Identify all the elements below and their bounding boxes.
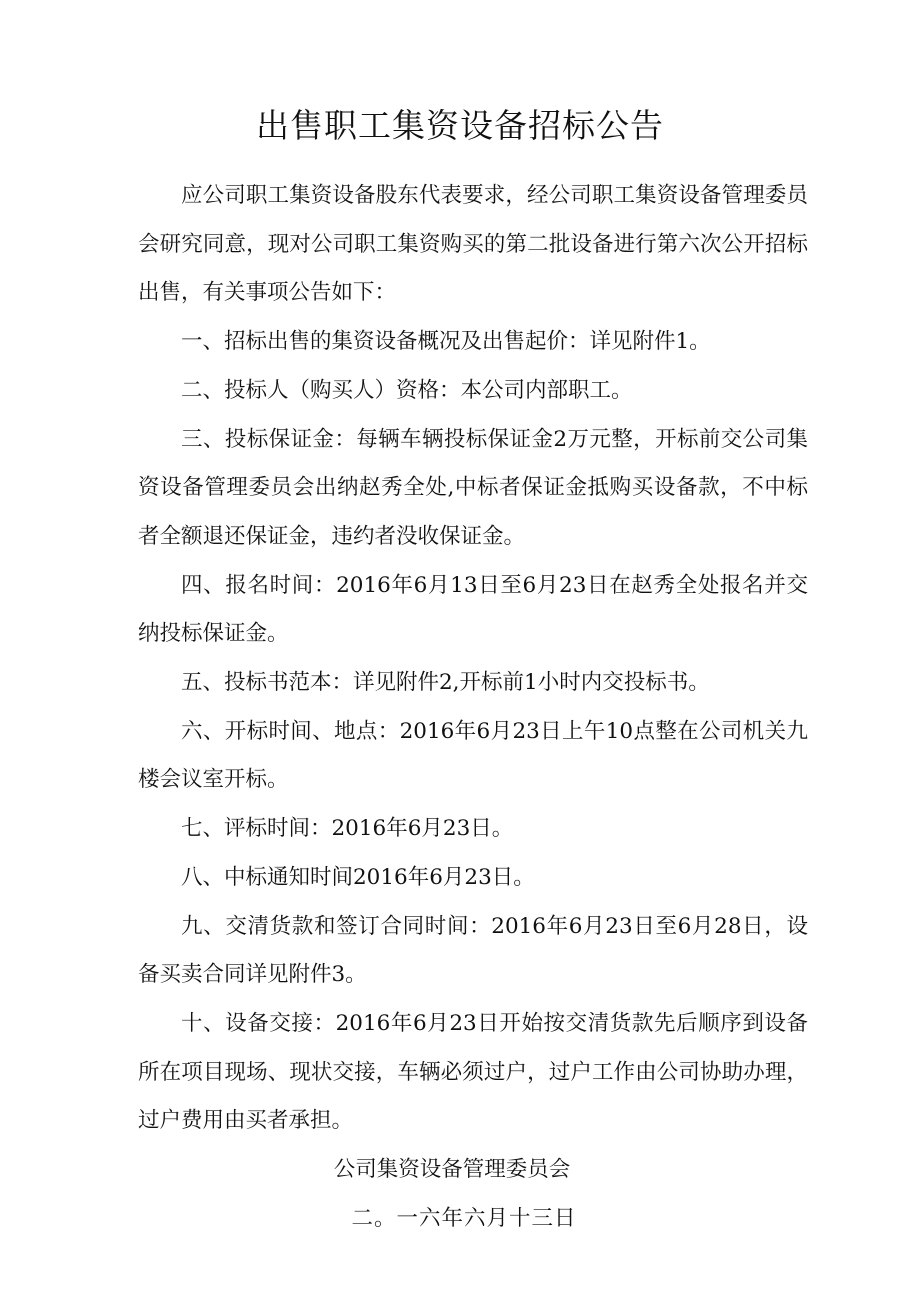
- paragraph-item-8: 八、中标通知时间2016年6月23日。: [181, 864, 535, 890]
- paragraph-item-5: 五、投标书范本：详见附件2,开标前1小时内交投标书。: [181, 670, 710, 696]
- document-title: 出售职工集资设备招标公告: [256, 106, 664, 145]
- paragraph-item-1: 一、招标出售的集资设备概况及出售起价：详见附件1。: [181, 329, 711, 355]
- paragraph-item-7: 七、评标时间：2016年6月23日。: [181, 816, 514, 842]
- signature-organization: 公司集资设备管理委员会: [333, 1157, 571, 1182]
- paragraph-item-9: 九、交清货款和签订合同时间：2016年6月23日至6月28日，设备买卖合同详见附件3。: [138, 913, 808, 988]
- paragraph-item-10: 十、设备交接：2016年6月23日开始按交清货款先后顺序到设备所在项目现场、现状交接，车辆必须过户，过户工作由公司协助办理，过户费用由买者承担。: [138, 1010, 808, 1134]
- paragraph-item-4: 四、报名时间：2016年6月13日至6月23日在赵秀全处报名并交纳投标保证金。: [138, 572, 808, 647]
- document-body: [138, 172, 808, 1146]
- paragraph-item-6: 六、开标时间、地点：2016年6月23日上午10点整在公司机关九楼会议室开标。: [138, 718, 808, 793]
- paragraph-item-3: 三、投标保证金：每辆车辆投标保证金2万元整，开标前交公司集资设备管理委员会出纳赵秀全处,中标者保证金抵购买设备款，不中标者全额退还保证金，违约者没收保证金。: [138, 426, 808, 549]
- signature-date: 二。一六年六月十三日: [351, 1206, 577, 1231]
- paragraph-item-2: 二、投标人（购买人）资格：本公司内部职工。: [181, 377, 633, 403]
- paragraph-intro: 应公司职工集资设备股东代表要求，经公司职工集资设备管理委员会研究同意，现对公司职工集资购买的第二批设备进行第六次公开招标出售，有关事项公告如下：: [138, 183, 808, 306]
